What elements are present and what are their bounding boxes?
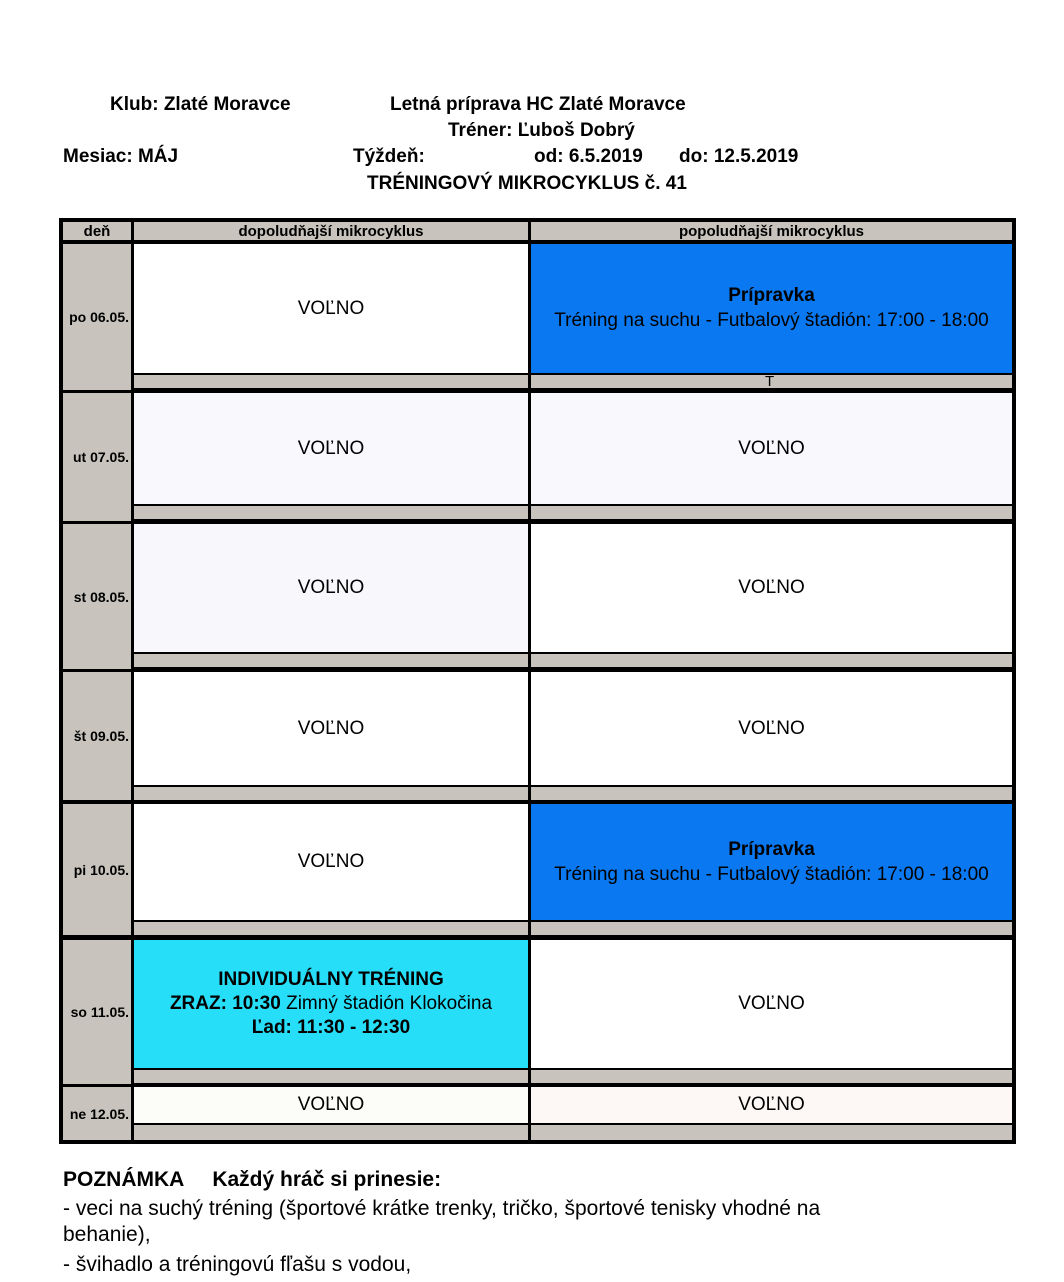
afternoon-cell — [531, 1087, 1012, 1123]
afternoon-cell — [531, 393, 1012, 504]
row-spacer — [531, 787, 1012, 800]
note-subheading: Každý hráč si prinesie: — [212, 1168, 442, 1191]
row-spacer — [134, 506, 528, 519]
afternoon-cell — [531, 672, 1012, 785]
morning-cell — [134, 672, 528, 785]
row-spacer — [531, 654, 1012, 667]
morning-text: VOĽNO — [297, 851, 365, 872]
meeting-place: Zimný štadión Klokočina — [286, 993, 493, 1014]
day-label: pi 10.05. — [63, 804, 131, 935]
note-line: - švihadlo a tréningovú fľašu s vodou, — [63, 1253, 412, 1276]
note-heading — [63, 1168, 441, 1192]
note-line: - veci na suchý tréning (športové krátke trenky, tričko, športové tenisky vhodné na — [63, 1197, 821, 1220]
morning-cell — [134, 524, 528, 652]
day-label: ne 12.05. — [63, 1087, 131, 1140]
coach-name: Tréner: Ľuboš Dobrý — [448, 120, 635, 141]
afternoon-text: VOĽNO — [738, 1094, 805, 1115]
row-spacer — [531, 1070, 1012, 1083]
week-to: do: 12.5.2019 — [679, 146, 799, 167]
month-label: Mesiac: MÁJ — [63, 146, 179, 167]
afternoon-text: VOĽNO — [738, 717, 805, 739]
row-spacer — [134, 375, 528, 388]
day-label: ut 07.05. — [63, 393, 131, 521]
row-spacer — [134, 1125, 528, 1140]
afternoon-cell-training — [531, 244, 1012, 373]
column-header-afternoon: popoludňajší mikrocyklus — [531, 222, 1012, 240]
afternoon-text: VOĽNO — [738, 577, 805, 598]
morning-cell — [134, 244, 528, 373]
morning-text: VOĽNO — [297, 717, 365, 739]
row-spacer — [134, 654, 528, 667]
note-label: POZNÁMKA — [63, 1168, 185, 1191]
afternoon-text: VOĽNO — [738, 993, 805, 1014]
row-spacer — [134, 787, 528, 800]
training-detail: Tréning na suchu - Futbalový štadión: 17:00 - 18:00 — [554, 863, 989, 885]
morning-cell — [134, 1087, 528, 1123]
afternoon-cell — [531, 940, 1012, 1068]
morning-text: VOĽNO — [297, 1094, 365, 1115]
row-spacer — [531, 922, 1012, 935]
column-header-day: deň — [63, 222, 131, 240]
day-label: st 08.05. — [63, 524, 131, 669]
morning-cell — [134, 804, 528, 920]
training-title: Prípravka — [728, 285, 815, 306]
row-spacer — [531, 506, 1012, 519]
day-label: po 06.05. — [63, 244, 131, 390]
row-spacer — [531, 1125, 1012, 1140]
meeting-line — [170, 993, 492, 1015]
stray-mark: T — [765, 373, 775, 390]
week-from: od: 6.5.2019 — [534, 146, 643, 167]
note-line: behanie), — [63, 1223, 151, 1246]
morning-text: VOĽNO — [297, 297, 365, 319]
schedule-table — [59, 218, 1016, 1144]
day-label: št 09.05. — [63, 672, 131, 800]
afternoon-text: VOĽNO — [738, 437, 805, 459]
row-spacer — [134, 922, 528, 935]
morning-text: VOĽNO — [297, 437, 365, 459]
meeting-time: ZRAZ: 10:30 — [169, 993, 281, 1014]
row-spacer — [134, 1070, 528, 1083]
individual-training-title: INDIVIDUÁLNY TRÉNING — [218, 969, 444, 990]
microcycle-title: TRÉNINGOVÝ MIKROCYKLUS č. 41 — [367, 173, 687, 194]
morning-cell-individual-training — [134, 940, 528, 1068]
day-label: so 11.05. — [63, 940, 131, 1084]
club-name: Klub: Zlaté Moravce — [110, 94, 291, 115]
document-title: Letná príprava HC Zlaté Moravce — [390, 94, 686, 115]
training-title: Prípravka — [728, 838, 815, 860]
afternoon-cell — [531, 524, 1012, 652]
column-header-morning: dopoludňajší mikrocyklus — [134, 222, 528, 240]
morning-cell — [134, 393, 528, 504]
ice-time: Ľad: 11:30 - 12:30 — [251, 1017, 411, 1038]
training-detail: Tréning na suchu - Futbalový štadión: 17:00 - 18:00 — [554, 310, 989, 331]
afternoon-cell-training — [531, 804, 1012, 920]
week-label: Týždeň: — [353, 146, 425, 167]
morning-text: VOĽNO — [297, 577, 365, 598]
